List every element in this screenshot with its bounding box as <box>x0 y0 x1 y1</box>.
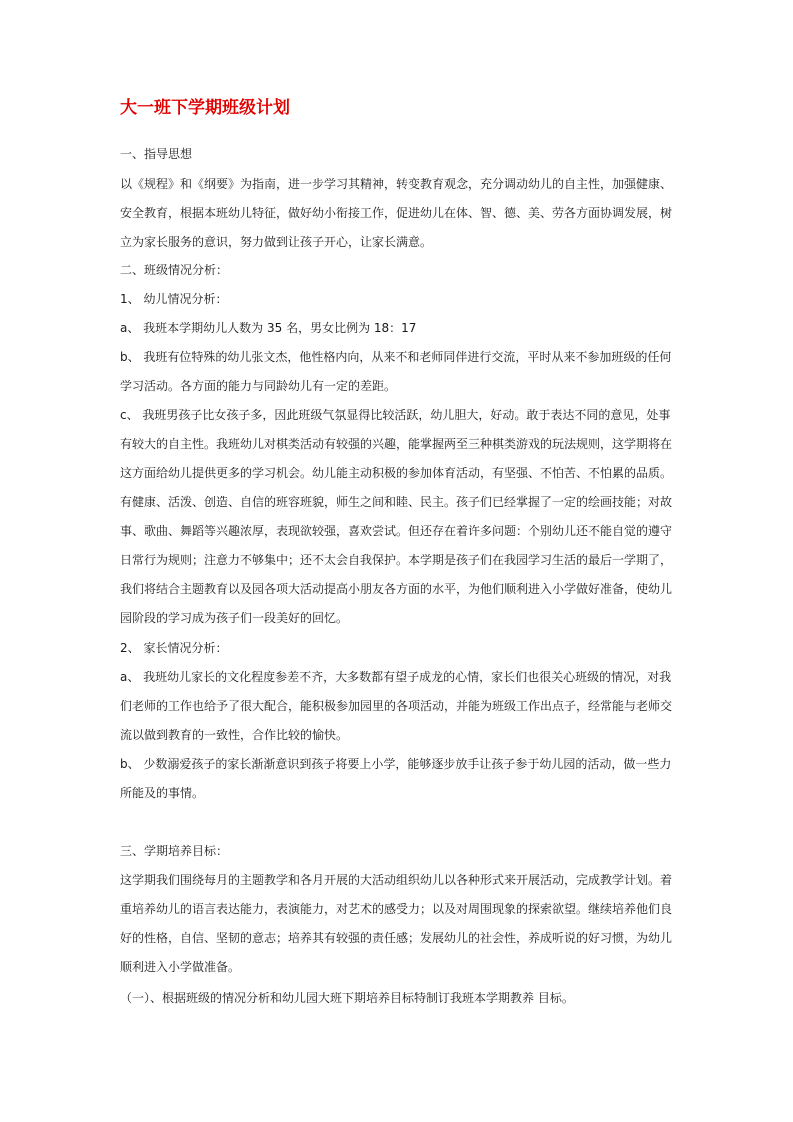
paragraph-line: 园阶段的学习成为孩子们一段美好的回忆。 <box>120 611 349 625</box>
section-heading: 三、学期培养目标： <box>120 844 229 858</box>
paragraph-line: 以《规程》和《纲要》为指南，进一步学习其精神，转变教育观念，充分调动幼儿的自主性，加强健康、 <box>120 177 673 191</box>
paragraph-line: 流以做到教育的一致性，合作比较的愉快。 <box>120 728 349 742</box>
subsection-heading: 1、 幼儿情况分析： <box>120 292 228 306</box>
paragraph-line: 所能及的事情。 <box>120 786 205 800</box>
document-title: 大一班下学期班级计划 <box>120 98 290 118</box>
paragraph-line: 有健康、活泼、创造、自信的班容班貌，师生之间和睦、民主。孩子们已经掌握了一定的绘画技能；对故 <box>120 495 673 509</box>
paragraph-line: 这方面给幼儿提供更多的学习机会。幼儿能主动积极的参加体育活动，有坚强、不怕苦、不怕累的品质。 <box>120 466 673 480</box>
paragraph-line: 立为家长服务的意识，努力做到让孩子开心，让家长满意。 <box>120 235 433 249</box>
section-heading: 一、指导思想 <box>120 147 193 161</box>
paragraph-line: 我们将结合主题教育以及园各项大活动提高小朋友各方面的水平，为他们顺利进入小学做好准备，使幼儿 <box>120 582 673 596</box>
paragraph-line: c、 我班男孩子比女孩子多，因此班级气氛显得比较活跃，幼儿胆大，好动。敢于表达不同的意见，处事 <box>120 408 671 422</box>
paragraph-line: （一）、根据班级的情况分析和幼儿园大班下期培养目标特制订我班本学期教养 目标。 <box>120 991 574 1005</box>
paragraph-line: 有较大的自主性。我班幼儿对棋类活动有较强的兴趣，能掌握两至三种棋类游戏的玩法规则，这学期将在 <box>120 437 673 451</box>
subsection-heading: 2、 家长情况分析： <box>120 641 228 655</box>
paragraph-line: b、 少数溺爱孩子的家长渐渐意识到孩子将要上小学，能够逐步放手让孩子参于幼儿园的活动，做一些力 <box>120 757 672 771</box>
paragraph-line: 重培养幼儿的语言表达能力，表演能力，对艺术的感受力；以及对周围现象的探索欲望。继续培养他们良 <box>120 902 673 916</box>
paragraph-line: a、 我班幼儿家长的文化程度参差不齐，大多数都有望子成龙的心情，家长们也很关心班级的情况，对我 <box>120 670 672 684</box>
paragraph-line: 顺利进入小学做准备。 <box>120 960 241 974</box>
paragraph-line: b、 我班有位特殊的幼儿张文杰，他性格内向，从来不和老师同伴进行交流，平时从来不参加班级的任何 <box>120 350 672 364</box>
paragraph-line: a、 我班本学期幼儿人数为 35 名，男女比例为 18：17 <box>120 321 417 335</box>
section-heading: 二、班级情况分析： <box>120 263 229 277</box>
paragraph-line: 学习活动。各方面的能力与同龄幼儿有一定的差距。 <box>120 379 397 393</box>
paragraph-line: 事、歌曲、舞蹈等兴趣浓厚，表现欲较强，喜欢尝试。但还存在着许多问题：个别幼儿还不能自觉的遵守 <box>120 524 673 538</box>
paragraph-line: 安全教育，根据本班幼儿特征，做好幼小衔接工作，促进幼儿在体、智、德、美、劳各方面协调发展，树 <box>120 206 673 220</box>
paragraph-line: 好的性格，自信、坚韧的意志；培养其有较强的责任感；发展幼儿的社会性，养成听说的好习惯，为幼儿 <box>120 931 673 945</box>
paragraph-line: 们老师的工作也给予了很大配合，能积极参加园里的各项活动，并能为班级工作出点子，经常能与老师交 <box>120 699 673 713</box>
paragraph-line: 这学期我们围绕每月的主题教学和各月开展的大活动组织幼儿以各种形式来开展活动，完成教学计划。着 <box>120 873 673 887</box>
paragraph-line: 日常行为规则；注意力不够集中；还不太会自我保护。本学期是孩子们在我园学习生活的最后一学期了， <box>120 553 673 567</box>
